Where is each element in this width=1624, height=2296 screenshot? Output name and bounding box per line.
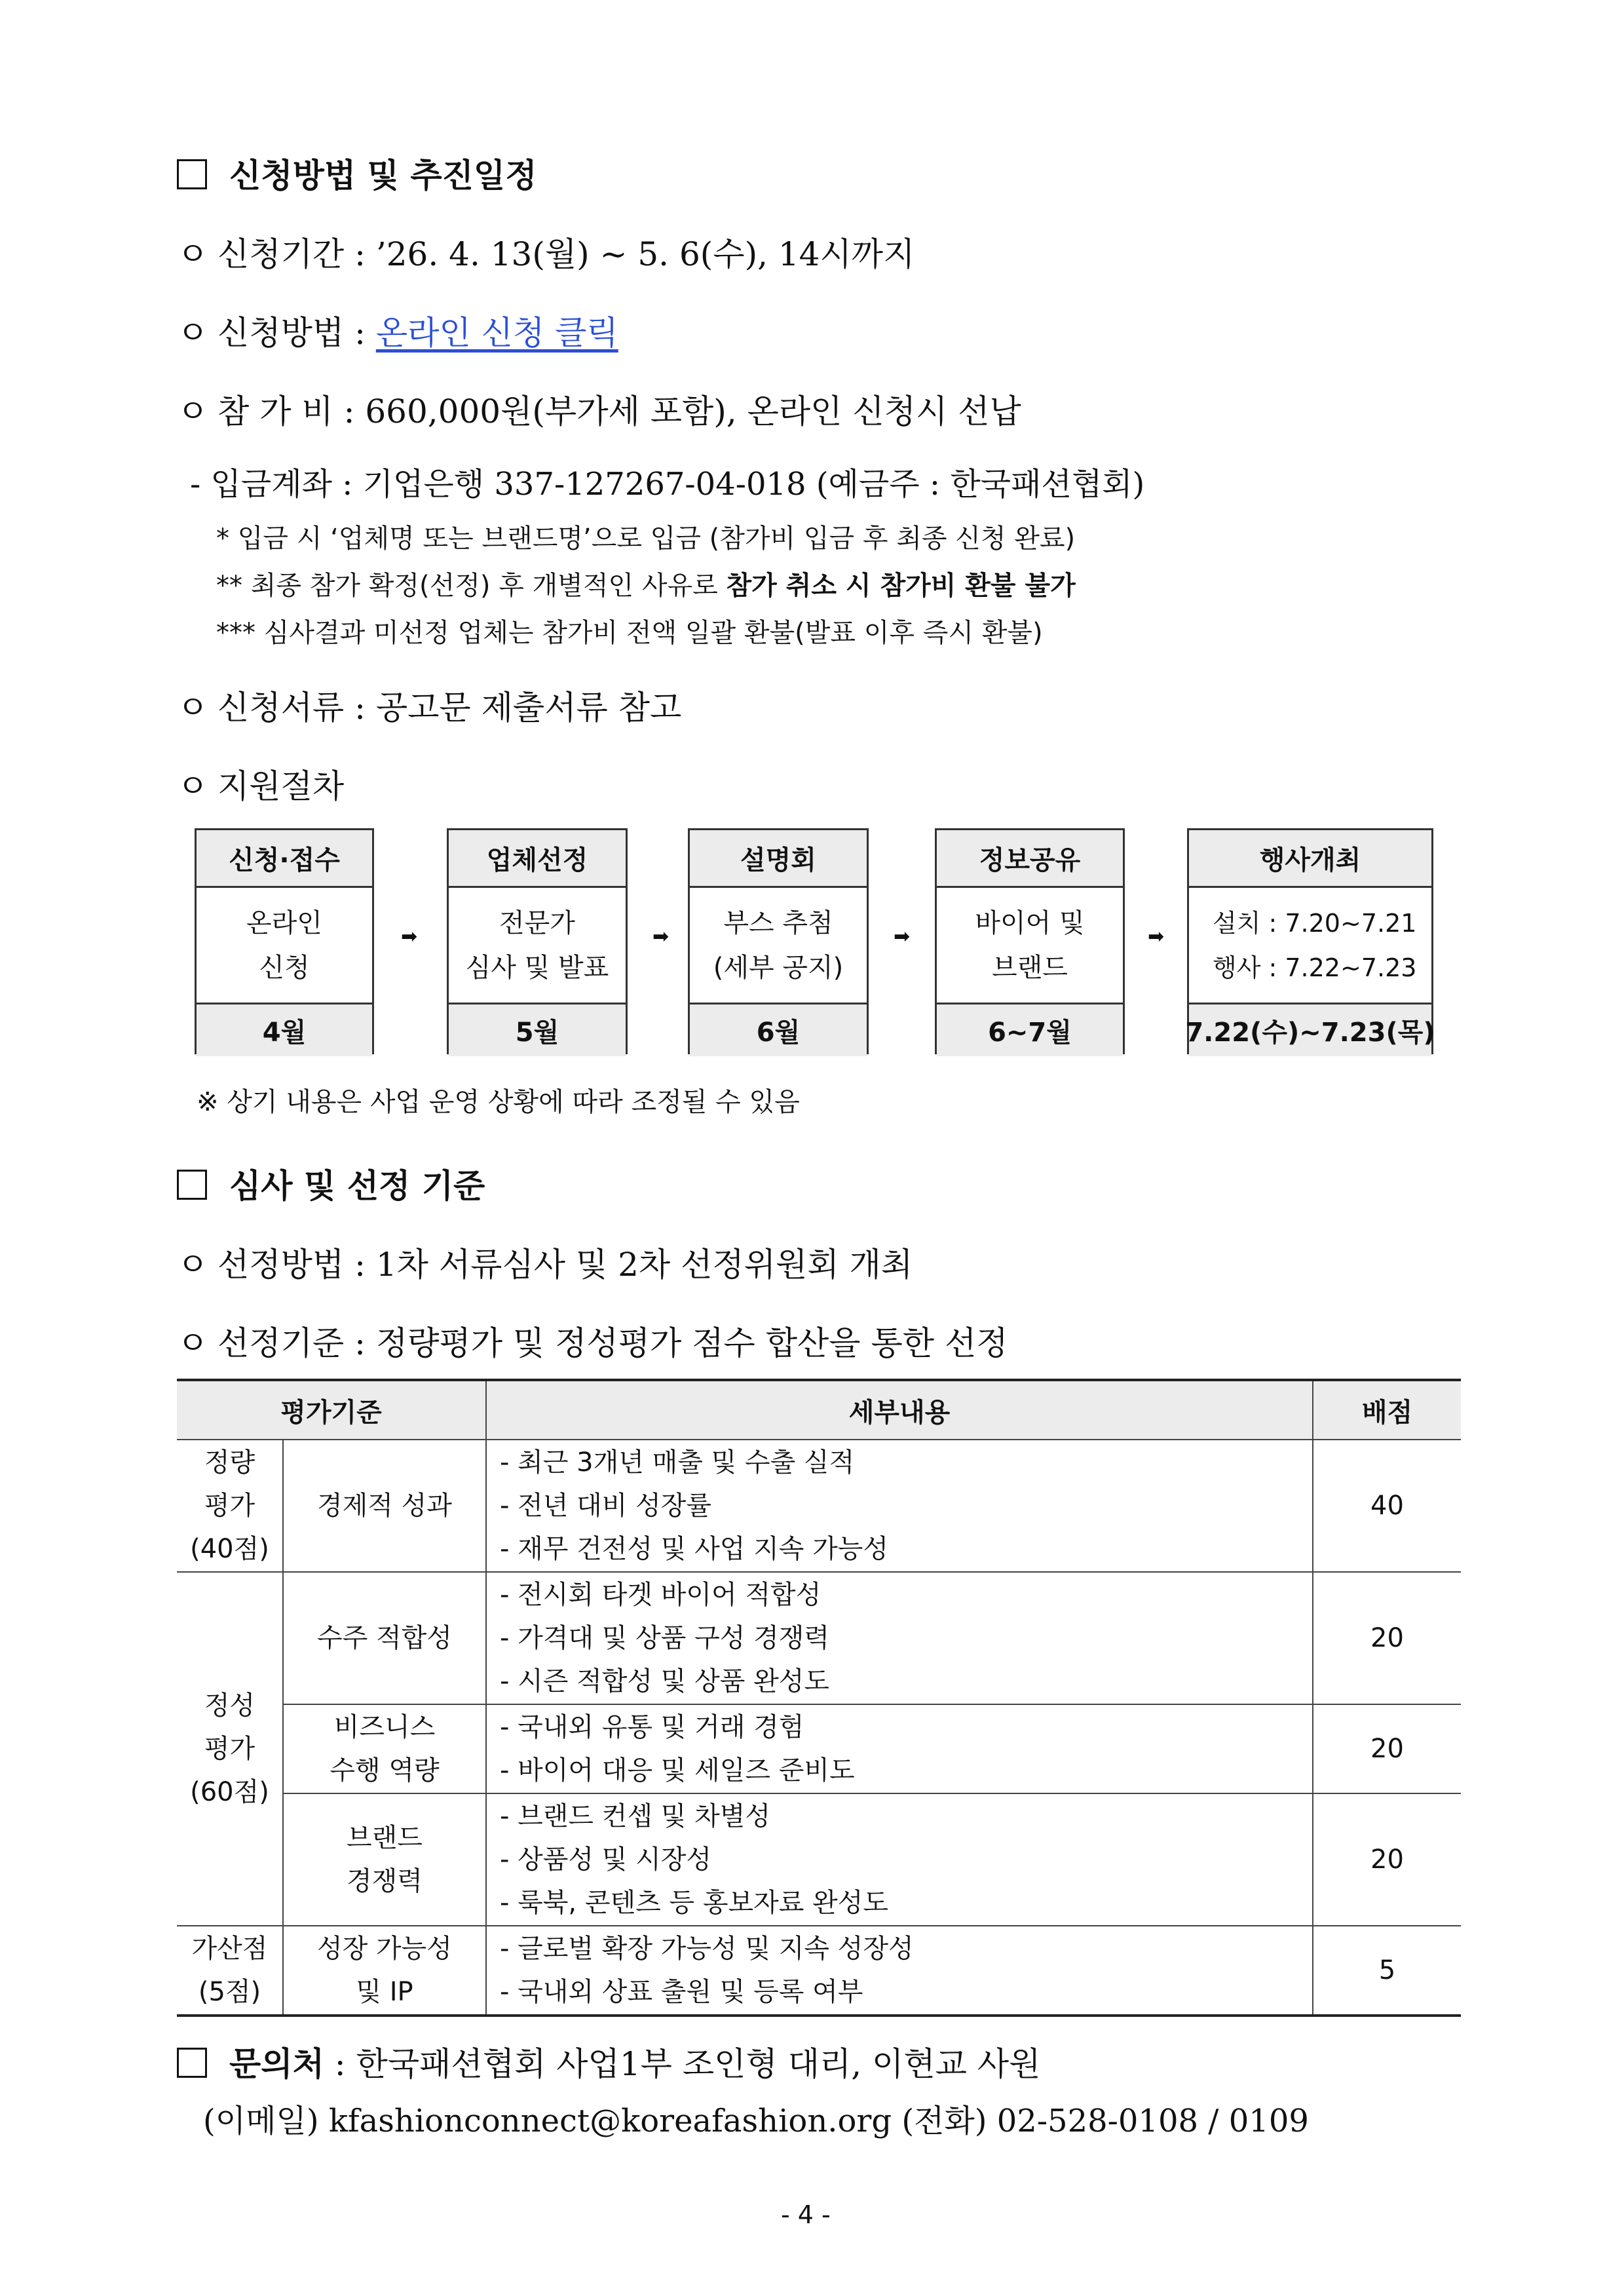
flow-step-period: 5월: [449, 1003, 626, 1056]
application-documents: ㅇ 신청서류 : 공고문 제출서류 참고: [177, 689, 682, 727]
category-bonus: 가산점 (5점): [177, 1926, 283, 2016]
table-row: 가산점 (5점) 성장 가능성 및 IP - 글로벌 확장 가능성 및 지속 성장성 - 국내외 상표 출원 및 등록 여부 5: [177, 1926, 1461, 2016]
note-deposit: * 입금 시 ‘업체명 또는 브랜드명’으로 입금 (참가비 입금 후 최종 신청 완료): [216, 524, 1076, 554]
table-row: 정성 평가 (60점) 수주 적합성 - 전시회 타겟 바이어 적합성 - 가격대 및 상품 구성 경쟁력 - 시즌 적합성 및 상품 완성도 20: [177, 1572, 1461, 1704]
contact-heading: 문의처 : 한국패션협회 사업1부 조인형 대리, 이현교 사원: [177, 2038, 1040, 2085]
application-period: ㅇ 신청기간 : ’26. 4. 13(월) ~ 5. 6(수), 14시까지: [177, 235, 915, 273]
flow-step-title: 신청·접수: [197, 830, 372, 888]
selection-method: ㅇ 선정방법 : 1차 서류심사 및 2차 선정위원회 개최: [177, 1246, 913, 1284]
category-quantitative: 정량 평가 (40점): [177, 1440, 283, 1572]
checkbox-square-icon: [177, 159, 207, 189]
contact-info: (이메일) kfashionconnect@koreafashion.org (전화) 02-528-0108 / 0109: [203, 2103, 1309, 2139]
flow-step-title: 설명회: [690, 830, 867, 888]
selection-criteria: ㅇ 선정기준 : 정량평가 및 정성평가 점수 합산을 통한 선정: [177, 1324, 1008, 1362]
evaluation-criteria-table: [177, 1379, 1461, 2017]
table-header: 평가기준: [177, 1380, 486, 1440]
page-number: - 4 -: [781, 2200, 831, 2229]
arrow-right-icon: ➡: [652, 925, 670, 948]
application-method: ㅇ 신청방법 : 온라인 신청 클릭: [177, 314, 618, 352]
flow-step-period: 6월: [690, 1003, 867, 1056]
table-row: 비즈니스 수행 역량 - 국내외 유통 및 거래 경험 - 바이어 대응 및 세일즈 준비도 20: [177, 1704, 1461, 1793]
table-header-row: [177, 1380, 1461, 1440]
arrow-right-icon: ➡: [1148, 925, 1165, 948]
flow-step-title: 정보공유: [937, 830, 1123, 888]
section-title-evaluation: 심사 및 선정 기준: [177, 1160, 485, 1207]
arrow-right-icon: ➡: [401, 925, 418, 948]
support-procedure-heading: ㅇ 지원절차: [177, 767, 345, 805]
table-row: 정량 평가 (40점) 경제적 성과 - 최근 3개년 매출 및 수출 실적 - 전년 대비 성장률 - 재무 건전성 및 사업 지속 가능성 40: [177, 1440, 1461, 1572]
flow-step-application: 신청·접수 온라인 신청 4월: [195, 828, 374, 1054]
checkbox-square-icon: [177, 1170, 207, 1200]
table-row: 브랜드 경쟁력 - 브랜드 컨셉 및 차별성 - 상품성 및 시장성 - 룩북, 콘텐츠 등 홍보자료 완성도 20: [177, 1793, 1461, 1926]
section-title-application: 신청방법 및 추진일정: [177, 149, 537, 197]
online-application-link[interactable]: 온라인 신청 클릭: [375, 314, 618, 352]
flow-step-period: 4월: [197, 1003, 372, 1056]
flow-step-title: 업체선정: [449, 830, 626, 888]
note-refund-policy: ** 최종 참가 확정(선정) 후 개별적인 사유로 참가 취소 시 참가비 환불 불가: [216, 571, 1076, 601]
flow-step-briefing: 설명회 부스 추첨 (세부 공지) 6월: [688, 828, 869, 1054]
flow-step-selection: 업체선정 전문가 심사 및 발표 5월: [447, 828, 628, 1054]
deposit-account: - 입금계좌 : 기업은행 337-127267-04-018 (예금주 : 한국패션협회): [190, 466, 1145, 503]
flow-step-title: 행사개최: [1189, 830, 1431, 888]
flow-step-event: 행사개최 설치 : 7.20~7.21 행사 : 7.22~7.23 7.22(수)~7.23(목): [1187, 828, 1433, 1054]
table-header: 배점: [1313, 1380, 1461, 1440]
checkbox-square-icon: [177, 2048, 207, 2078]
arrow-right-icon: ➡: [894, 925, 911, 948]
flow-step-period: 6~7월: [937, 1003, 1123, 1056]
flow-step-period: 7.22(수)~7.23(목): [1189, 1003, 1431, 1056]
flow-step-info-sharing: 정보공유 바이어 및 브랜드 6~7월: [935, 828, 1125, 1054]
category-qualitative: 정성 평가 (60점): [177, 1572, 283, 1926]
table-header: 세부내용: [486, 1380, 1313, 1440]
participation-fee: ㅇ 참 가 비 : 660,000원(부가세 포함), 온라인 신청시 선납: [177, 392, 1021, 430]
flow-note: ※ 상기 내용은 사업 운영 상황에 따라 조정될 수 있음: [197, 1087, 800, 1117]
note-refund-unselected: *** 심사결과 미선정 업체는 참가비 전액 일괄 환불(발표 이후 즉시 환불): [216, 618, 1043, 648]
